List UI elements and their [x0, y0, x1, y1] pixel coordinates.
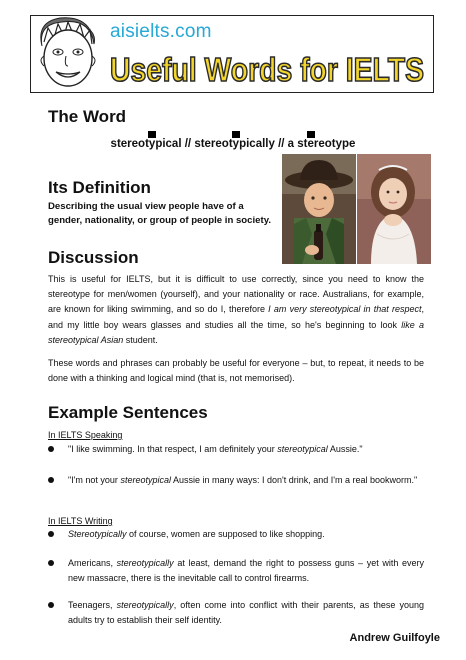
definition-heading: Its Definition: [48, 178, 151, 197]
title-logo-text: Useful Words for IELTS: [110, 51, 424, 88]
definition-text: Describing the usual view people have of a gender, nationality, or group of people in society.: [48, 201, 271, 226]
bullet-icon: [48, 477, 54, 483]
bullet-icon: [48, 446, 54, 452]
title-logo: [108, 44, 428, 90]
site-name: aisielts.com: [110, 21, 212, 42]
stress-marker: e: [307, 138, 314, 150]
bullet-icon: [48, 602, 54, 608]
discussion-paragraph-2: These words and phrases can probably be useful for everyone – but, to repeat, it needs to be done with a thinking and logical mind (that is, not memorised).: [48, 358, 424, 384]
examples-heading: Example Sentences: [48, 403, 208, 422]
word-form-1: stereotypical: [110, 138, 182, 150]
cowboy-boy-photo: [282, 154, 356, 264]
stress-marker: y: [232, 138, 240, 150]
author-name: Andrew Guilfoyle: [349, 632, 440, 644]
discussion-paragraph-1: This is useful for IELTS, but it is difficult to use correctly, since you need to know the stereotype for men/women (yourself), and your nationality or race. Australians, for example, are known for liking swimming, and so do I, therefore I am very stereotypical in that respect, and my little boy wears glasses and studies all the time, so he's beginning to look like a stereotypical Asian student.: [48, 274, 425, 345]
word-form-2: stereotypically: [194, 138, 275, 150]
girl-dress-photo: [357, 154, 431, 264]
bullet-icon: [48, 560, 54, 566]
word-form-3: stereotype: [297, 138, 356, 150]
bullet-icon: [48, 531, 54, 537]
speaking-label: In IELTS Speaking: [48, 430, 123, 440]
discussion-heading: Discussion: [48, 248, 139, 267]
the-word-heading: The Word: [48, 107, 127, 126]
writing-label: In IELTS Writing: [48, 516, 113, 526]
stress-marker: y: [148, 138, 156, 150]
avatar-caricature-image: [32, 16, 104, 92]
word-forms: stereotypical // stereotypically // a stereotype: [110, 138, 356, 150]
